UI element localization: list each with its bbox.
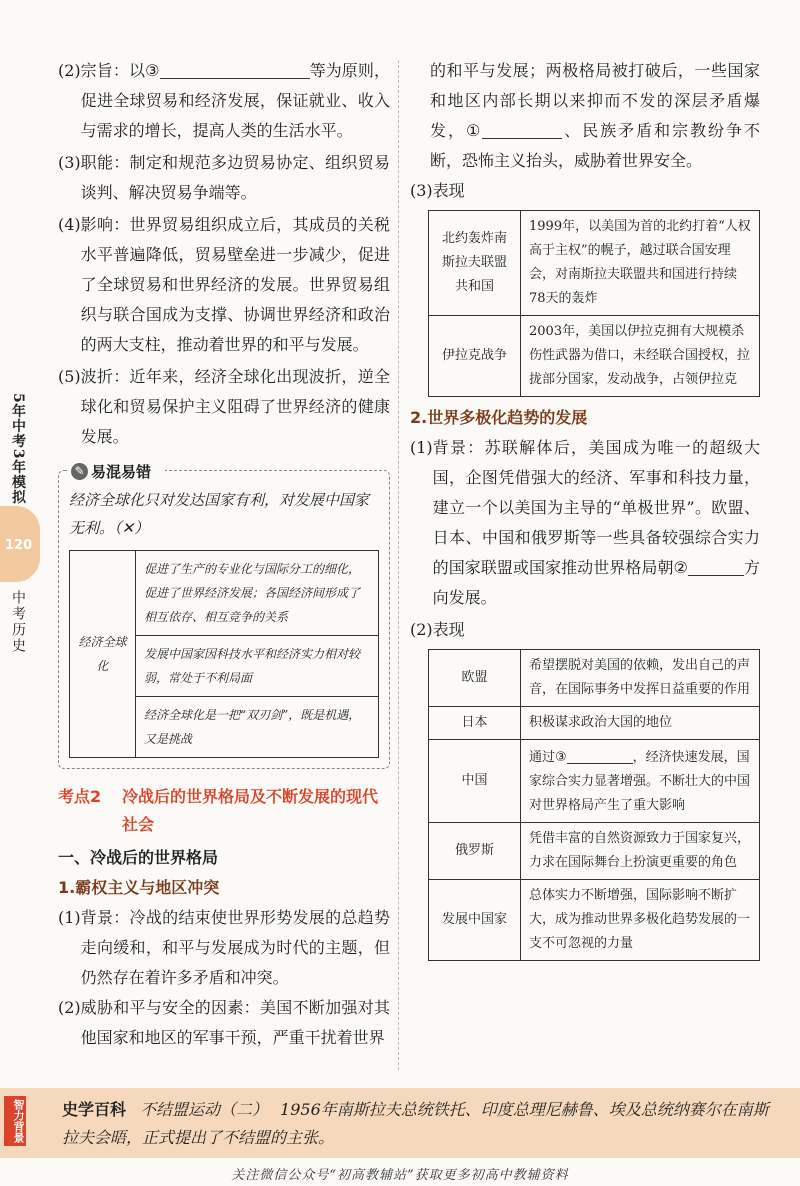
table-row	[429, 316, 760, 397]
table-cell: 积极谋求政治大国的地位	[521, 707, 760, 740]
table-row	[429, 823, 760, 880]
common-mistake-box	[58, 463, 390, 769]
table-cell: 希望摆脱对美国的依赖，发出自己的声音，在国际事务中发挥日益重要的作用	[521, 650, 760, 707]
section-heading: 一、冷战后的世界格局	[58, 848, 219, 867]
table-header: 俄罗斯	[429, 823, 521, 880]
table-cell: 总体实力不断增强，国际影响不断扩大，成为推动世界多极化趋势发展的一支不可忽视的力量	[521, 880, 760, 961]
table-row	[429, 880, 760, 961]
table-cell: 1999年，以美国为首的北约打着“人权高于主权”的幌子，越过联合国安理会，对南斯拉夫联盟共和国进行持续78天的轰炸	[521, 211, 760, 316]
table-row	[429, 650, 760, 707]
fill-blank-3b[interactable]	[567, 744, 633, 764]
wto-purpose: (2) 宗旨：以③ 等为原则，促进全球贸易和经济发展，保证就业、收入与需求的增长，提高人类的生活水平。	[58, 61, 390, 140]
performance-label: (3)表现	[410, 181, 465, 200]
globalization-setback: (5) 波折：近年来，经济全球化出现波折，逆全球化和贸易保护主义阻碍了世界经济的健康发展。	[58, 367, 390, 446]
common-mistake-statement: 经济全球化只对发达国家有利，对发展中国家无利。（✕）	[69, 491, 370, 537]
table-cell: 发展中国家因科技水平和经济实力相对较弱，常处于不利局面	[136, 636, 379, 697]
threats-continued: 的和平与发展；两极格局被打破后，一些国家和地区内部长期以来抑而不发的深层矛盾爆发，① 、民族矛盾和宗教纷争不断，恐怖主义抬头，威胁着世界安全。	[430, 61, 760, 170]
table-row	[429, 740, 760, 823]
peace-threats: (2) 威胁和平与安全的因素：美国不断加强对其他国家和地区的军事干预，严重干扰着世界	[58, 998, 390, 1047]
conflict-table	[428, 210, 760, 397]
table-cell: 通过③ ，经济快速发展，国家综合实力显著增强。不断壮大的中国对世界格局产生了重大影响	[521, 740, 760, 823]
table-header: 发展中国家	[429, 880, 521, 961]
right-column	[410, 56, 760, 961]
subsection-heading: 1.霸权主义与地区冲突	[58, 878, 220, 897]
band-tag: 智力背景	[4, 1096, 26, 1146]
band-title: 不结盟运动（二）	[140, 1100, 269, 1119]
band-label: 史学百科	[62, 1100, 127, 1119]
band-body: 1956年南斯拉夫总统铁托、印度总理尼赫鲁、埃及总统纳赛尔在南斯拉夫会晤，正式提出了不结盟的主张。	[62, 1100, 769, 1147]
left-column	[58, 56, 390, 1053]
book-title-vertical: 5年中考3年模拟	[10, 393, 26, 505]
multipolar-background: (1) 背景：苏联解体后，美国成为唯一的超级大国，企图凭借强大的经济、军事和科技力量，建立一个以美国为主导的“单极世界”。欧盟、日本、中国和俄罗斯等一些具备较强综合实力的国家联盟或国家推动世界格局朝② 方向发展。	[410, 438, 760, 607]
page-number: 120	[5, 538, 33, 553]
subsection-heading: 2.世界多极化趋势的发展	[410, 408, 588, 427]
fill-blank-1[interactable]	[482, 119, 562, 139]
table-row	[429, 707, 760, 740]
multipolar-table	[428, 649, 760, 961]
performance-label: (2)表现	[410, 620, 465, 639]
table-header: 经济全球化	[70, 551, 136, 758]
hegemony-background: (1) 背景：冷战的结束使世界形势发展的总趋势走向缓和，和平与发展成为时代的主题，但仍然存在着许多矛盾和冲突。	[58, 908, 390, 987]
history-encyclopedia-band	[0, 1088, 800, 1158]
table-cell: 促进了生产的专业化与国际分工的细化，促进了世界经济发展；各国经济间形成了相互依存、相互竞争的关系	[136, 551, 379, 636]
table-row	[429, 211, 760, 316]
table-cell: 经济全球化是一把“双刃剑”，既是机遇，又是挑战	[136, 697, 379, 758]
wto-function: (3) 职能：制定和规范多边贸易协定、组织贸易谈判、解决贸易争端等。	[58, 153, 390, 202]
table-header: 欧盟	[429, 650, 521, 707]
fill-blank-3[interactable]	[160, 59, 310, 79]
footer-note: 关注微信公众号“初高教辅站”获取更多初高中教辅资料	[231, 1168, 569, 1183]
table-cell: 凭借丰富的自然资源致力于国家复兴，力求在国际舞台上扮演更重要的角色	[521, 823, 760, 880]
globalization-table	[69, 550, 379, 758]
table-header: 中国	[429, 740, 521, 823]
table-cell: 2003年，美国以伊拉克拥有大规模杀伤性武器为借口，未经联合国授权，拉拢部分国家，发动战争，占领伊拉克	[521, 316, 760, 397]
column-divider	[398, 60, 399, 1070]
key-point-heading: 考点2 冷战后的世界格局及不断发展的现代社会	[58, 787, 379, 834]
fill-blank-2[interactable]	[688, 556, 744, 576]
common-mistake-header: ✎ 易混易错	[69, 461, 165, 482]
subject-vertical: 中考历史	[10, 590, 26, 654]
table-header: 伊拉克战争	[429, 316, 521, 397]
table-header: 北约轰炸南斯拉夫联盟共和国	[429, 211, 521, 316]
wto-impact: (4) 影响：世界贸易组织成立后，其成员的关税水平普遍降低，贸易壁垒进一步减少，促进了全球贸易和世界经济的发展。世界贸易组织与联合国成为支撑、协调世界经济和政治的两大支柱，推动着世界的和平与发展。	[58, 215, 390, 354]
pencil-icon: ✎	[71, 463, 88, 480]
table-header: 日本	[429, 707, 521, 740]
